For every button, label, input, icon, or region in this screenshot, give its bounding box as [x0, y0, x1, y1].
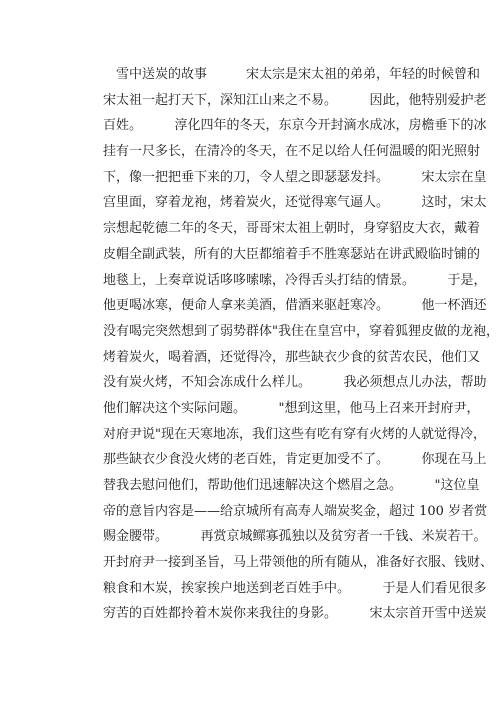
text-line: 没有炭火烤，不知会冻成什么样儿。 我必须想点儿办法，帮助: [103, 375, 487, 391]
text-line: 烤着炭火，喝着酒，还觉得冷，那些缺衣少食的贫苦农民，他们又: [103, 349, 481, 365]
story-text: [103, 62, 499, 627]
text-line: 地毯上，上奏章说话哆哆嗦嗦，冷得舌头打结的情景。 于是，: [103, 272, 487, 288]
text-line: 帝的意旨内容是——给京城所有高寿人端炭奖金，超过 100 岁者赏: [103, 503, 488, 519]
text-line: 没有喝完突然想到了弱势群体"我住在皇宫中，穿着狐狸皮做的龙袍，: [103, 323, 499, 339]
text-line: 开封府尹一接到圣旨，马上带领他的所有随从，准备好衣服、钱财、: [103, 555, 494, 571]
text-line: 粮食和木炭，挨家挨户地送到老百姓手中。 于是人们看见很多: [103, 580, 487, 596]
text-line: 挂有一尺多长，在清冷的冬天，在不足以给人任何温暖的阳光照射: [103, 144, 481, 160]
text-line: 宫里面，穿着龙袍，烤着炭火，还觉得寒气逼人。 这时，宋太: [103, 195, 487, 211]
text-line: 皮帽全副武装，所有的大臣都缩着手不胜寒瑟站在讲武殿临时铺的: [103, 246, 481, 262]
text-line: 替我去慰问他们，帮助他们迅速解决这个燃眉之急。 "这位皇: [103, 478, 480, 493]
text-line: 百姓。 淳化四年的冬天，东京今开封滴水成冰，房檐垂下的冰: [103, 118, 487, 134]
text-line: 他们解决这个实际问题。 "想到这里，他马上召来开封府尹，: [103, 400, 480, 416]
text-line: 对府尹说"现在天寒地冻，我们这些有吃有穿有火烤的人就觉得冷，: [103, 426, 486, 442]
text-line: 赐金腰带。 再赏京城鳏寡孤独以及贫穷者一千钱、米炭若干。: [103, 529, 487, 545]
text-line: 他更喝冰寒，便命人拿来美酒，借酒来驱赶寒冷。 他一杯酒还: [103, 298, 487, 314]
text-line: 那些缺衣少食没火烤的老百姓，肯定更加受不了。 你现在马上: [103, 452, 487, 468]
text-line: 穷苦的百姓都拎着木炭你来我往的身影。 宋太宗首开雪中送炭: [103, 606, 487, 622]
text-line: 宋太祖一起打天下，深知江山来之不易。 因此，他特别爱护老: [103, 92, 487, 108]
text-line: 宗想起乾德二年的冬天，哥哥宋太祖上朝时，身穿貂皮大衣，戴着: [103, 221, 481, 237]
text-line: 雪中送炭的故事 宋太宗是宋太祖的弟弟，年轻的时候曾和: [103, 67, 481, 82]
text-line: 下，像一把把垂下来的刀，令人望之即瑟瑟发抖。 宋太宗在皇: [103, 169, 487, 185]
